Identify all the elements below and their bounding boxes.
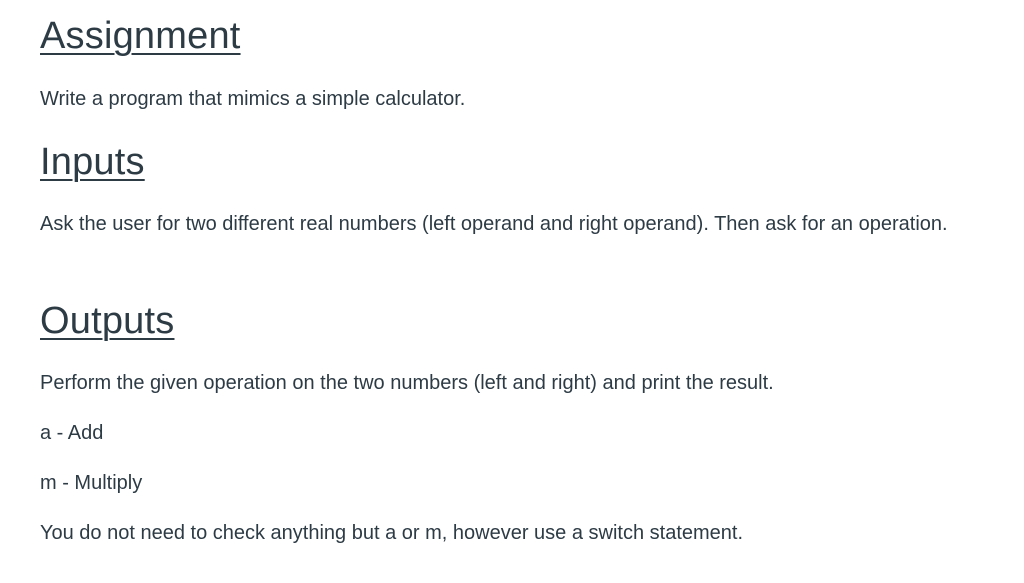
- inputs-heading: Inputs: [40, 141, 145, 183]
- switch-note: You do not need to check anything but a or m, however use a switch statement.: [40, 522, 744, 544]
- inputs-description: Ask the user for two different real numbers (left operand and right operand). Then ask for an operation.: [40, 213, 948, 235]
- assignment-description: Write a program that mimics a simple calculator.: [40, 88, 466, 110]
- option-add: a - Add: [40, 422, 104, 444]
- outputs-description: Perform the given operation on the two numbers (left and right) and print the result.: [40, 372, 774, 394]
- outputs-heading: Outputs: [40, 300, 175, 342]
- assignment-heading: Assignment: [40, 15, 241, 57]
- option-multiply: m - Multiply: [40, 472, 143, 494]
